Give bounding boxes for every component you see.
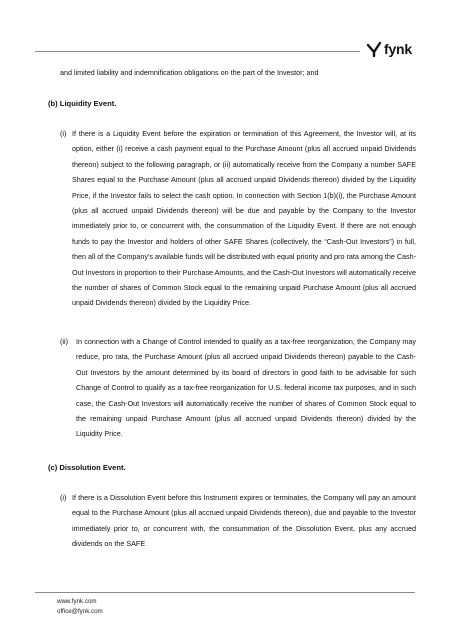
footer-email-link[interactable]: office@fynk.com bbox=[57, 608, 103, 615]
clause-text: In connection with a Change of Control intended to qualify as a tax-free reorganization, the Company may reduce, pro rata, the Purchase Amount (plus all accrued unpaid Dividends thereon) payable to the Cash-Out Investors by the amount determined by its board of directors in good faith to be advisable for such Change of Control to qualify as a tax-free reorganization for U.S. federal income tax purposes, and in such case, the Cash-Out Investors will automatically receive the number of shares of Common Stock equal to the remaining unpaid Purchase Amount (plus all accrued unpaid Dividends thereon) divided by the Liquidity Price. bbox=[76, 337, 416, 439]
fynk-logo-icon bbox=[366, 41, 382, 57]
clause-number: (i) bbox=[60, 129, 67, 138]
clause-number: (ii) bbox=[60, 337, 68, 346]
lead-paragraph: and limited liability and indemnification obligations on the part of the Investor; and bbox=[60, 68, 319, 77]
section-heading-dissolution: (c) Dissolution Event. bbox=[48, 463, 126, 472]
clause-text: If there is a Dissolution Event before this Instrument expires or terminates, the Company will pay an amount equal to the Purchase Amount (plus all accrued unpaid Dividends thereon), due and payable to the Investor immediately prior to, or concurrent with, the consummation of the Dissolution Event, plus any accrued dividends on the SAFE bbox=[72, 493, 416, 549]
brand-name: fynk bbox=[384, 41, 412, 57]
footer-website-link[interactable]: www.fynk.com bbox=[57, 598, 97, 605]
header-divider bbox=[35, 51, 360, 52]
clause-number: (i) bbox=[60, 493, 67, 502]
footer bbox=[57, 597, 103, 617]
footer-divider bbox=[35, 592, 415, 593]
section-heading-liquidity: (b) Liquidity Event. bbox=[48, 99, 117, 108]
clause-text: If there is a Liquidity Event before the expiration or termination of this Agreement, the Investor will, at its option, either (i) receive a cash payment equal to the Purchase Amount (plus all accrued unpaid Dividends thereon) subject to the following paragraph, or (ii) automatically receive from the Company a number SAFE Shares equal to the Purchase Amount (plus all accrued unpaid Dividends thereon) divided by the Liquidity Price, if the Investor fails to select the cash option. In connection with Section 1(b)(i), the Purchase Amount (plus all accrued unpaid Dividends thereon) will be due and payable by the Company to the Investor immediately prior to, or concurrent with, the consummation of the Liquidity Event. If there are not enough funds to pay the Investor and holders of other SAFE Shares (collectively, the “Cash-Out Investors”) in full, then all of the Company’s available funds will be distributed with equal priority and pro rata among the Cash-Out Investors in proportion to their Purchase Amounts, and the Cash-Out Investors will automatically receive the number of shares of Common Stock equal to the remaining unpaid Purchase Amount (plus all accrued unpaid Dividends thereon) divided by the Liquidity Price. bbox=[72, 129, 416, 308]
brand-logo[interactable] bbox=[366, 41, 412, 57]
